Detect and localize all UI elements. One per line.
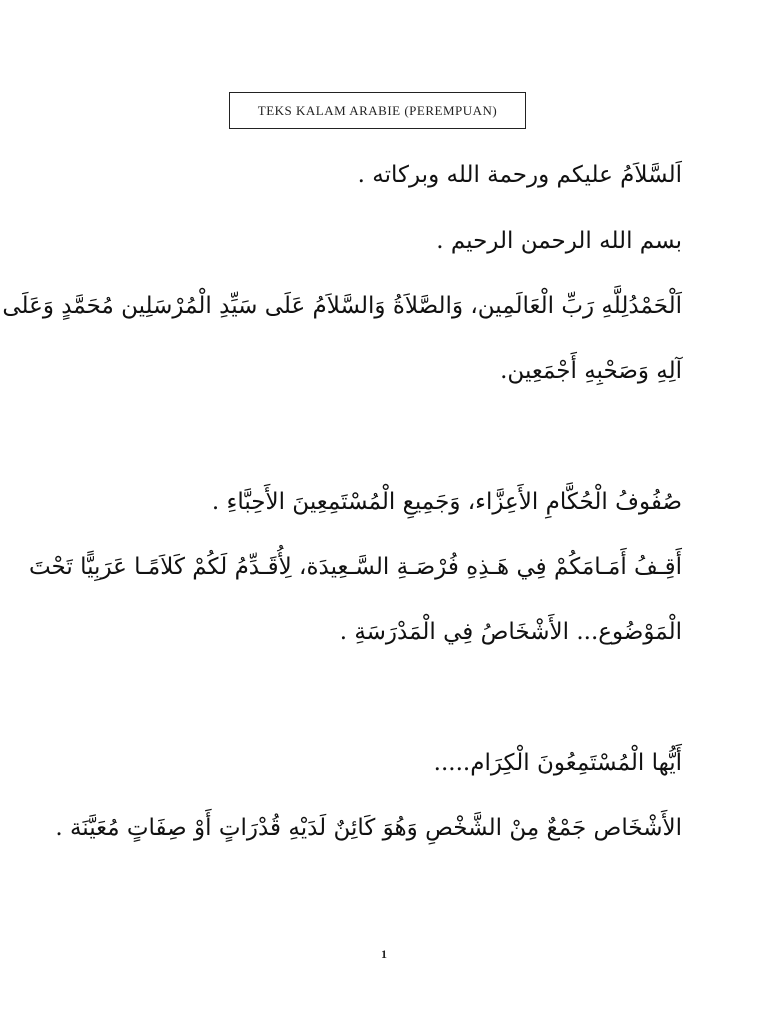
intro-line-2: الْمَوْضُوع... الأَشْخَاصُ فِي الْمَدْرَسَةِ . xyxy=(339,619,682,645)
listeners-line: أَيُّها الْمُسْتَمِعُونَ الْكِرَام..... xyxy=(433,750,682,776)
page-number: 1 xyxy=(381,947,387,961)
intro-line-1: أَقِـفُ أَمَـامَكُمْ فِي هَـذِهِ فُرْصَـةِ السَّـعِيدَة، لِأُقَـدِّمُ لَكُمْ كَلاَمًـا عَرَبِيًّا تَحْتَ xyxy=(28,554,682,580)
document-title: TEKS KALAM ARABIE (PEREMPUAN) xyxy=(257,102,498,118)
definition-line: الأَشْخَاص جَمْعٌ مِنْ الشَّخْصِ وَهُوَ كَائِنٌ لَدَيْهِ قُدْرَاتٍ أَوْ صِفَاتٍ مُعَيَّنَة . xyxy=(55,815,682,841)
praise-line-1: اَلْحَمْدُلِلَّهِ رَبِّ الْعَالَمِين، وَالصَّلاَةُ وَالسَّلاَمُ عَلَى سَيِّدِ الْمُرْسَلِين مُحَمَّدٍ وَعَلَى xyxy=(2,293,682,319)
document-title-box xyxy=(229,92,526,129)
audience-line: صُفُوفُ الْحُكَّامِ الأَعِزَّاء، وَجَمِيعِ الْمُسْتَمِعِينَ الأَحِبَّاءِ . xyxy=(211,489,682,515)
greeting-line: اَلسَّلاَمُ عليكم ورحمة الله وبركاته . xyxy=(357,162,682,188)
basmala-line: بسم الله الرحمن الرحيم . xyxy=(436,228,682,254)
praise-line-2: آلِهِ وَصَحْبِهِ أَجْمَعِين. xyxy=(500,358,682,384)
